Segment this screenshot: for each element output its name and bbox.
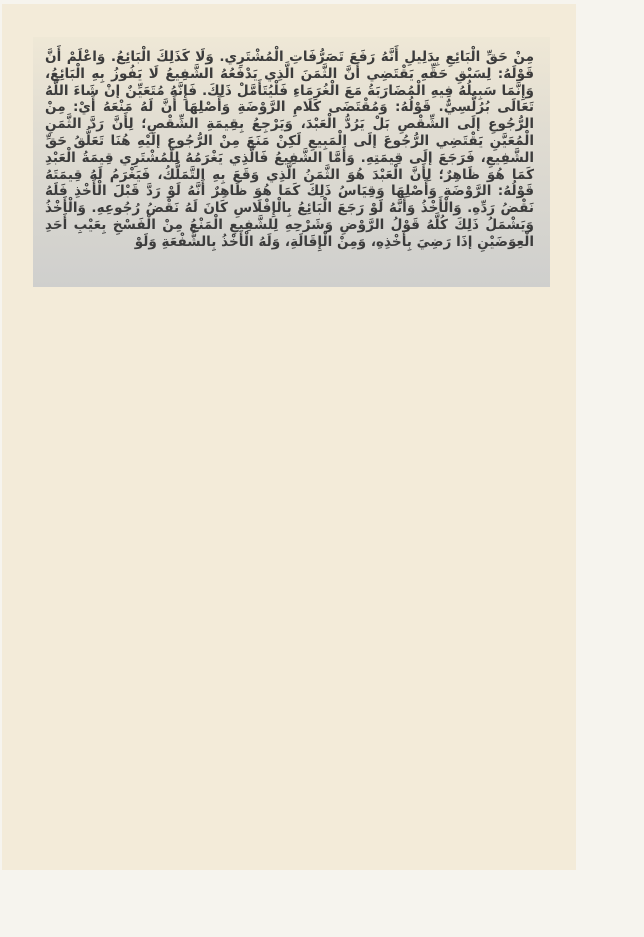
body-text: مِنْ حَقِّ الْبَائِعِ بِدَلِيلِ أَنَّهُ رَفَعَ تَصَرُّفَاتِ الْمُشْتَرِي. وَلَا كَذَلِكَ الْبَائِعُ. وَاعْلَمْ أَنَّ قَوْلَهُ: لِسَبْقِ حَقِّهِ يَقْتَضِي أَنَّ الثَّمَنَ الَّذِي يَدْفَعُهُ الشَّفِيعُ لَا يَفُوزُ بِهِ الْبَائِعُ، وَإِنَّمَا سَبِيلُهُ فِيهِ الْمُضَارَبَةُ مَعَ الْغُرَمَاءِ فَلْيُتَأَمَّلْ ذَلِكَ. فَإِنَّهُ مُتَعَيِّنٌ إنْ شَاءَ اللَّهُ تَعَالَى بُرُلُّسِيٌّ. قَوْلُهُ: وَمُقْتَضَى كَلَامِ الرَّوْضَةِ وَأَصْلِهَا أَنَّ لَهُ مَنْعَهُ أَيْ: مِنْ الرُّجُوعِ إلَى الشِّقْصِ بَلْ يَرُدُّ الْعَبْدَ، وَيَرْجِعُ بِقِيمَةِ الشِّقْصِ؛ لِأَنَّ رَدَّ الثَّمَنِ الْمُعَيَّنِ يَقْتَضِي الرُّجُوعَ إلَى الْمَبِيعِ لَكِنْ مَنَعَ مِنْ الرُّجُوعِ إلَيْهِ هُنَا تَعَلُّقُ حَقِّ الشَّفِيعِ، فَرَجَعَ إلَى قِيمَتِهِ. وَأَمَّا الشَّفِيعُ فَالَّذِي يَغْرَمُهُ لِلْمُشْتَرِي قِيمَةُ الْعَبْدِ كَمَا هُوَ ظَاهِرٌ؛ لِأَنَّ الْعَبْدَ هُوَ الثَّمَنُ الَّذِي وَقَعَ بِهِ التَّمَلُّكُ، فَيَغْرَمُ لَهُ قِيمَتَهُ قَوْلُهُ: الرَّوْضَةِ وَأَصْلِهَا وَقِيَاسُ ذَلِكَ كَمَا هُوَ ظَاهِرٌ أَنَّهُ لَوْ رَدَّ قَبْلَ الْأَخْذِ فَلَهُ نَقْضُ رَدِّهِ. وَالْأَخْذُ وَأَنَّهُ لَوْ رَجَعَ الْبَائِعُ بِالْإِفْلَاسِ كَانَ لَهُ نَقْضُ رُجُوعِهِ. وَالْأَخْذُ وَيَشْمَلُ ذَلِكَ كُلَّهُ قَوْلُ الرَّوْضِ وَشَرْحِهِ لِلشَّفِيعِ الْمَنْعُ مِنْ الْفَسْخِ بِعَيْبِ أَحَدِ الْعِوَضَيْنِ إذَا رَضِيَ بِأَخْذِهِ، وَمِنْ الْإِقَالَةِ، وَلَهُ الْأَخْذُ بِالشُّفْعَةِ وَلَوْ xyxy=(45,49,534,250)
text-block xyxy=(33,37,550,287)
document-page xyxy=(2,4,576,870)
